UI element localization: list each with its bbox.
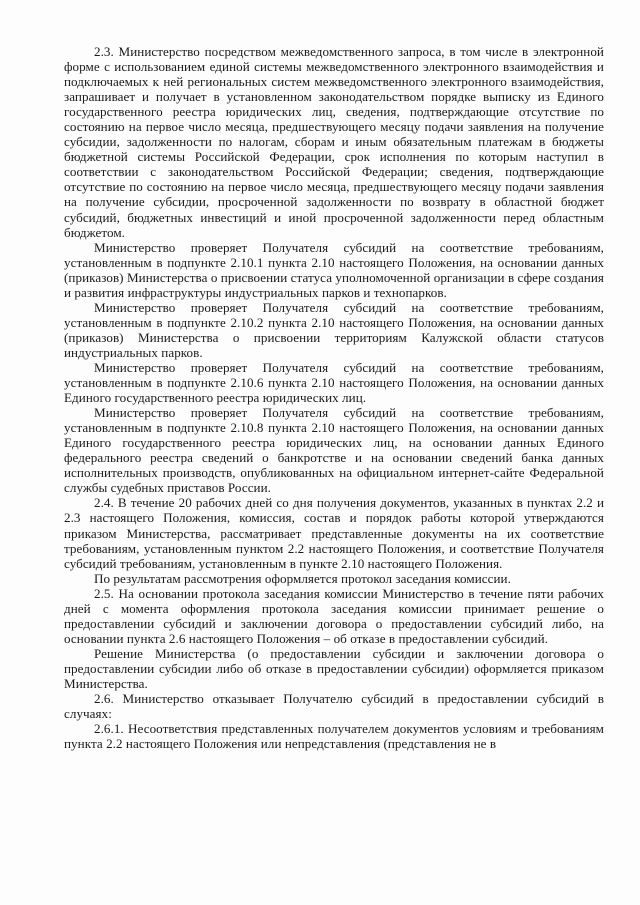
- paragraph-2-5: 2.5. На основании протокола заседания комиссии Министерство в течение пяти рабочих дней с момента оформления протокола заседания комиссии принимает решение о предоставлении субсидий и заключении договора о предоставлении субсидий либо, на основании пункта 2.6 настоящего Положения – об отказе в предоставлении субсидий.: [64, 585, 604, 646]
- paragraph-check-2-10-8: Министерство проверяет Получателя субсидий на соответствие требованиям, установленным в подпункте 2.10.8 пункта 2.10 настоящего Положения, на основании данных Единого государственного реестра юридических лиц, на основании данных Единого федерального реестра сведений о банкротстве и на основании сведений банка данных исполнительных производств, опубликованных на официальном интернет-сайте Федеральной службы судебных приставов России.: [64, 405, 604, 496]
- paragraph-commission-protocol: По результатам рассмотрения оформляется протокол заседания комиссии.: [94, 570, 511, 586]
- paragraph-check-2-10-6: Министерство проверяет Получателя субсидий на соответствие требованиям, установленным в подпункте 2.10.6 пункта 2.10 настоящего Положения, на основании данных Единого государственного реестра юридических лиц.: [64, 359, 604, 406]
- paragraph-ministry-decision: Решение Министерства (о предоставлении субсидии и заключении договора о предоставлении субсидии либо об отказе в предоставлении субсидии) оформляется приказом Министерства.: [64, 645, 604, 691]
- paragraph-2-6: 2.6. Министерство отказывает Получателю субсидий в предоставлении субсидий в случаях:: [64, 691, 604, 722]
- paragraph-2-4: 2.4. В течение 20 рабочих дней со дня получения документов, указанных в пунктах 2.2 и 2.3 настоящего Положения, комиссия, состав и порядок работы которой утверждаются приказом Министерства, рассматривает представленные документы на их соответствие требованиям, установленным пунктом 2.2 настоящего Положения, и соответствие Получателя субсидий требованиям, установленным в пункте 2.10 настоящего Положения.: [64, 495, 604, 571]
- paragraph-2-3: 2.3. Министерство посредством межведомственного запроса, в том числе в электронной форме с использованием единой системы межведомственного электронного взаимодействия и подключаемых к ней региональных систем межведомственного электронного взаимодействия, запрашивает и получает в установленном законодательством порядке выписку из Единого государственного реестра юридических лиц, сведения, подтверждающие отсутствие по состоянию на первое число месяца, предшествующего месяцу подачи заявления на получение субсидии, задолженности по налогам, сборам и иным обязательным платежам в бюджеты бюджетной системы Российской Федерации, срок исполнения по которым наступил в соответствии с законодательством Российской Федерации; сведения, подтверждающие отсутствие по состоянию на первое число месяца, предшествующего месяцу подачи заявления на получение субсидии, просроченной задолженности по возврату в областной бюджет субсидий, бюджетных инвестиций и иной просроченной задолженности перед областным бюджетом.: [64, 44, 604, 240]
- paragraph-check-2-10-1: Министерство проверяет Получателя субсидий на соответствие требованиям, установленным в подпункте 2.10.1 пункта 2.10 настоящего Положения, на основании данных (приказов) Министерства о присвоении статуса уполномоченной организации в сфере создания и развития инфраструктуры индустриальных парков и технопарков.: [64, 239, 604, 300]
- paragraph-check-2-10-2: Министерство проверяет Получателя субсидий на соответствие требованиям, установленным в подпункте 2.10.2 пункта 2.10 настоящего Положения, на основании данных (приказов) Министерства о присвоении территориям Калужской области статусов индустриальных парков.: [64, 299, 604, 360]
- document-body: [64, 44, 604, 751]
- paragraph-2-6-1: 2.6.1. Несоответствия представленных получателем документов условиям и требованиям пункта 2.2 настоящего Положения или непредставления (представления не в: [64, 721, 604, 752]
